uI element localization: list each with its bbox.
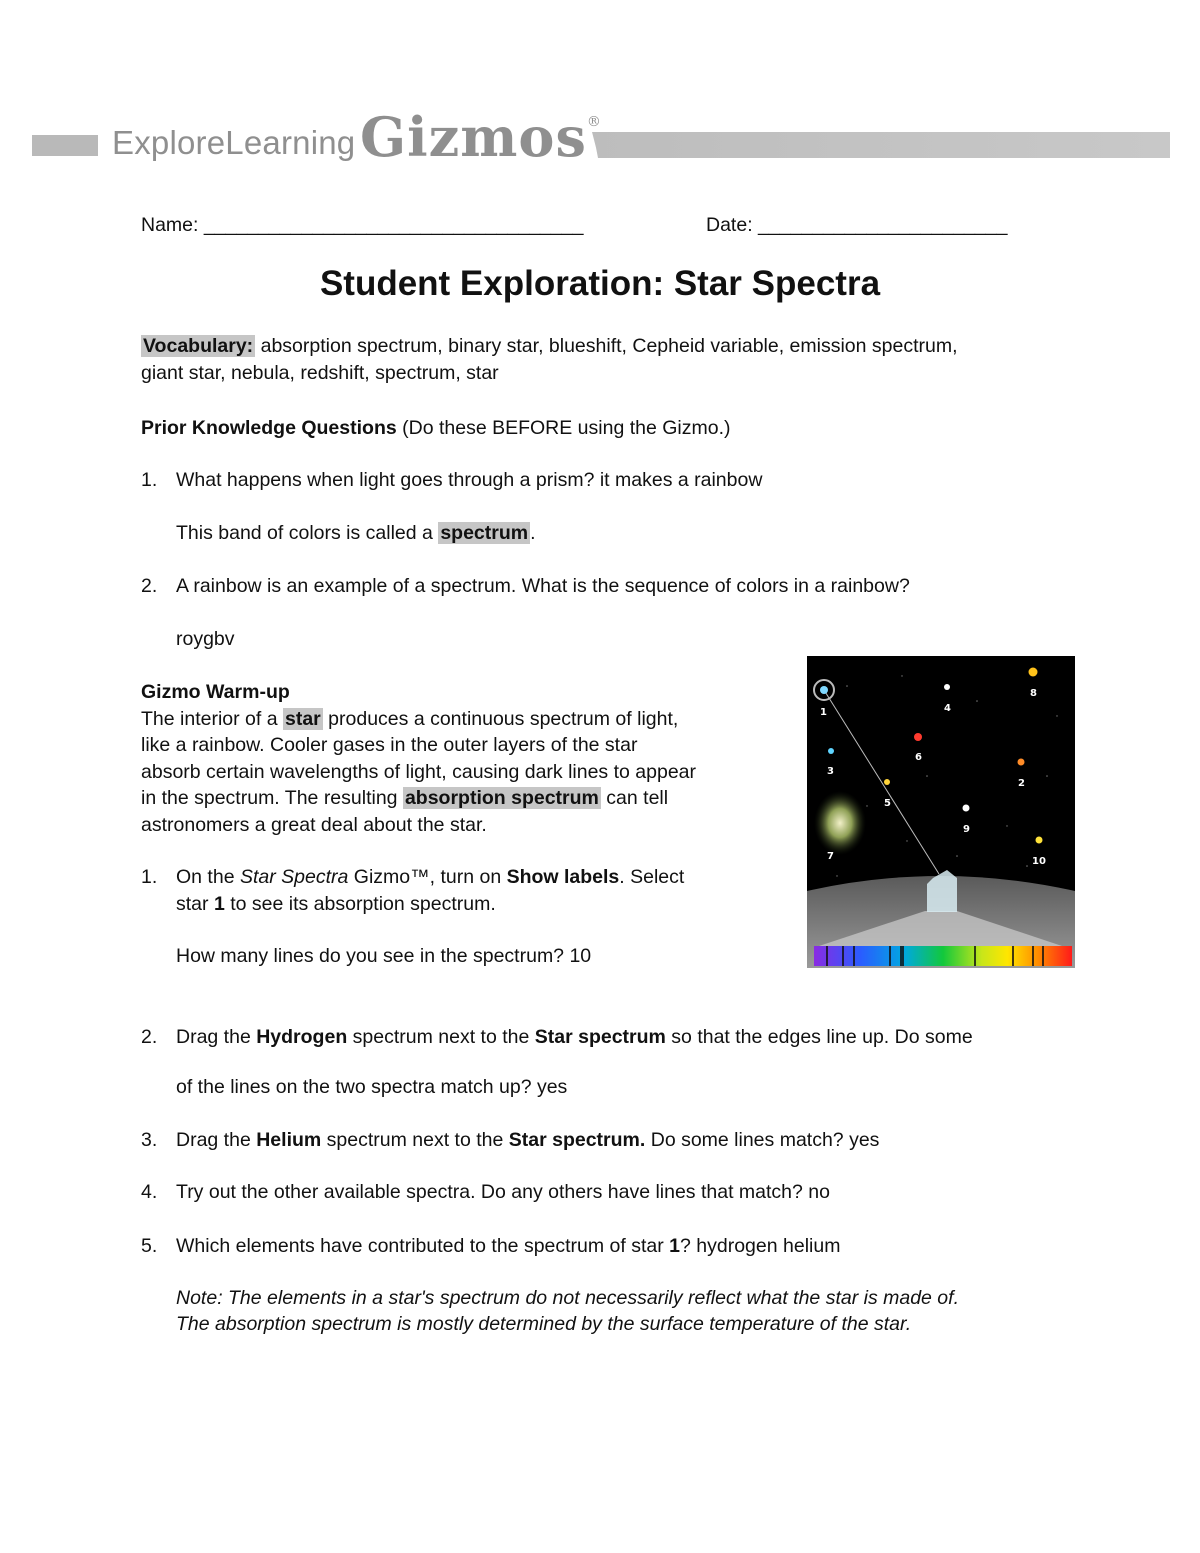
q1-number: 1. xyxy=(141,469,158,491)
q1-text: What happens when light goes through a prism? it makes a rainbow xyxy=(176,469,763,491)
nebula xyxy=(814,791,866,855)
star-9 xyxy=(1036,837,1043,844)
vocabulary-line-1 xyxy=(141,333,958,359)
q2-answer: roygbv xyxy=(176,628,235,650)
gizmo-scene-svg xyxy=(807,656,1075,968)
logo-gizmos: Gizmos® xyxy=(360,105,602,169)
warmup-line-3: absorb certain wavelengths of light, causing dark lines to appear xyxy=(141,761,696,783)
star-label-6: 6 xyxy=(915,752,922,763)
star-label-9: 9 xyxy=(963,824,970,835)
term-star: star xyxy=(284,708,321,730)
warmup-line-1: The interior of a star produces a continuous spectrum of light, xyxy=(141,708,679,730)
q2-number: 2. xyxy=(141,575,158,597)
term-absorption-spectrum: absorption spectrum xyxy=(404,787,599,809)
note-line-1: Note: The elements in a star's spectrum do not necessarily reflect what the star is made of. xyxy=(176,1287,959,1309)
warmup-line-5: astronomers a great deal about the star. xyxy=(141,814,487,836)
name-blank: ___________________________________ xyxy=(203,214,584,236)
star-5 xyxy=(884,779,890,785)
star-label-10: 10 xyxy=(1032,856,1046,867)
logo-bar-right xyxy=(592,132,1170,158)
logo-bar-left xyxy=(32,135,98,156)
star-label-5: 5 xyxy=(884,798,891,809)
star-2 xyxy=(1018,759,1025,766)
page-title: Student Exploration: Star Spectra xyxy=(319,264,881,303)
name-label: Name: xyxy=(141,214,204,236)
vocabulary-label: Vocabulary: xyxy=(143,335,254,357)
star-1 xyxy=(820,686,828,694)
item3-number: 3. xyxy=(141,1129,158,1151)
item4-text: Try out the other available spectra. Do any others have lines that match? no xyxy=(176,1181,830,1203)
item1-line-1: On the Star Spectra Gizmo™, turn on Show labels. Select xyxy=(176,866,685,888)
vocabulary-line-2: giant star, nebula, redshift, spectrum, star xyxy=(141,362,499,384)
item2-line-1: Drag the Hydrogen spectrum next to the Star spectrum so that the edges line up. Do some xyxy=(176,1026,973,1048)
star-label-3: 3 xyxy=(827,766,834,777)
item5-number: 5. xyxy=(141,1235,158,1257)
star-label-2: 2 xyxy=(1018,778,1025,789)
date-blank: _______________________ xyxy=(758,214,1008,236)
warmup-line-2: like a rainbow. Cooler gases in the outer layers of the star xyxy=(141,734,638,756)
logo-explorelearning: ExploreLearning xyxy=(112,124,356,161)
star-7 xyxy=(963,805,970,812)
date-label: Date: xyxy=(706,214,759,236)
q1-followup: This band of colors is called a spectrum . xyxy=(176,522,536,544)
star-8 xyxy=(1029,668,1038,677)
warmup-heading: Gizmo Warm-up xyxy=(141,681,290,703)
star-label-4: 4 xyxy=(944,703,951,714)
vocabulary-terms: absorption spectrum, binary star, blueshift, Cepheid variable, emission spectrum, xyxy=(255,335,958,357)
item1-question: How many lines do you see in the spectrum? 10 xyxy=(176,945,592,967)
star-4 xyxy=(944,684,950,690)
item2-line-2: of the lines on the two spectra match up? yes xyxy=(176,1076,568,1098)
note-line-2: The absorption spectrum is mostly determined by the surface temperature of the star. xyxy=(176,1313,912,1335)
warmup-line-4: in the spectrum. The resulting absorption spectrum can tell xyxy=(141,787,669,809)
star-label-1: 1 xyxy=(820,707,827,718)
item3-text: Drag the Helium spectrum next to the Star spectrum. Do some lines match? yes xyxy=(176,1129,880,1151)
item5-text: Which elements have contributed to the spectrum of star 1? hydrogen helium xyxy=(176,1235,841,1257)
date-field xyxy=(706,212,1007,238)
q2-text: A rainbow is an example of a spectrum. What is the sequence of colors in a rainbow? xyxy=(176,575,910,597)
star-label-8: 8 xyxy=(1030,688,1037,699)
star-label-7: 7 xyxy=(827,851,834,862)
star-3 xyxy=(828,748,834,754)
term-spectrum: spectrum xyxy=(440,522,529,544)
star-spectra-gizmo-image xyxy=(807,656,1075,968)
item1-line-2: star 1 to see its absorption spectrum. xyxy=(176,893,496,915)
star-6 xyxy=(914,733,922,741)
item2-number: 2. xyxy=(141,1026,158,1048)
prior-knowledge-heading: Prior Knowledge Questions (Do these BEFORE using the Gizmo.) xyxy=(141,417,731,439)
item4-number: 4. xyxy=(141,1181,158,1203)
name-field xyxy=(141,212,583,238)
item1-number: 1. xyxy=(141,866,158,888)
